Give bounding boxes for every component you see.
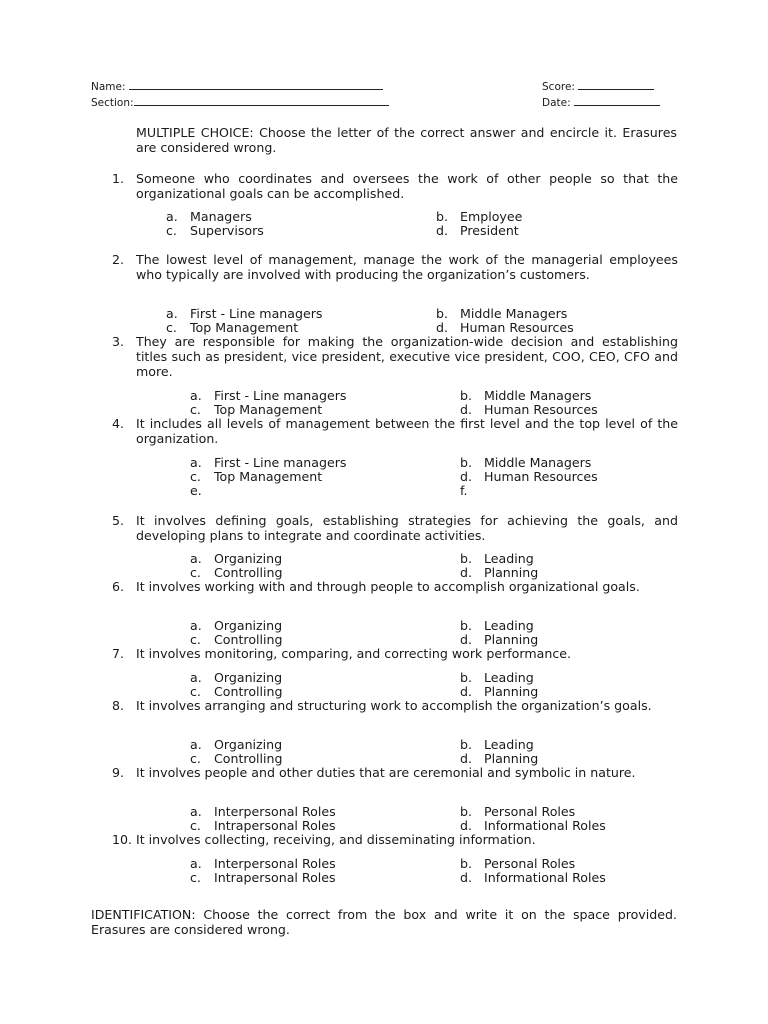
question-7 xyxy=(112,646,678,661)
question-number: 7. xyxy=(112,646,125,661)
option-d[interactable]: d. Informational Roles xyxy=(460,870,606,885)
option-c[interactable]: c. Controlling xyxy=(190,684,283,699)
question-text: It involves collecting, receiving, and disseminating information. xyxy=(136,832,536,847)
date-label: Date: xyxy=(542,97,571,109)
option-b[interactable]: b. Middle Managers xyxy=(460,455,592,470)
option-d[interactable]: d. Informational Roles xyxy=(460,818,606,833)
question-text: It involves people and other duties that are ceremonial and symbolic in nature. xyxy=(136,765,636,780)
question-text: It involves defining goals, establishing strategies for achieving the goals, and developing plans to integrate and coordinate activities. xyxy=(136,513,678,543)
option-d[interactable]: d. Planning xyxy=(460,751,539,766)
section-field[interactable] xyxy=(91,95,389,110)
option-c[interactable]: c. Supervisors xyxy=(166,223,264,238)
option-b[interactable]: b. Leading xyxy=(460,670,534,685)
option-d[interactable]: d. Human Resources xyxy=(436,320,574,335)
question-text: They are responsible for making the organization-wide decision and establishing titles such as president, vice president, executive vice president, COO, CEO, CFO and more. xyxy=(136,334,678,379)
multiple-choice-instructions: MULTIPLE CHOICE: Choose the letter of the correct answer and encircle it. Erasures are considered wrong. xyxy=(136,125,677,155)
option-d[interactable]: d. Human Resources xyxy=(460,469,598,484)
question-number: 3. xyxy=(112,334,125,349)
date-field[interactable] xyxy=(542,95,660,110)
question-10 xyxy=(112,832,678,847)
option-b[interactable]: b. Employee xyxy=(436,209,523,224)
option-c[interactable]: c. Controlling xyxy=(190,565,283,580)
option-c[interactable]: c. Intrapersonal Roles xyxy=(190,870,336,885)
section-label: Section: xyxy=(91,97,134,109)
date-blank-line[interactable] xyxy=(574,95,660,106)
option-b[interactable]: b. Leading xyxy=(460,737,534,752)
question-8 xyxy=(112,698,678,713)
option-c[interactable]: c. Top Management xyxy=(190,402,323,417)
question-number: 6. xyxy=(112,579,125,594)
option-d[interactable]: d. Human Resources xyxy=(460,402,598,417)
name-label: Name: xyxy=(91,81,126,93)
question-number: 1. xyxy=(112,171,125,186)
option-a[interactable]: a. First - Line managers xyxy=(190,455,347,470)
option-a[interactable]: a. Organizing xyxy=(190,670,283,685)
score-label: Score: xyxy=(542,81,575,93)
question-4 xyxy=(112,416,678,446)
question-3 xyxy=(112,334,678,379)
option-a[interactable]: a. Interpersonal Roles xyxy=(190,856,336,871)
option-a[interactable]: a. First - Line managers xyxy=(190,388,347,403)
option-d[interactable]: d. Planning xyxy=(460,632,539,647)
option-a[interactable]: a. Organizing xyxy=(190,551,283,566)
score-field[interactable] xyxy=(542,79,654,94)
option-c[interactable]: c. Top Management xyxy=(190,469,323,484)
question-number: 2. xyxy=(112,252,125,267)
option-b[interactable]: b. Middle Managers xyxy=(436,306,568,321)
question-5 xyxy=(112,513,678,543)
option-c[interactable]: c. Top Management xyxy=(166,320,299,335)
question-2 xyxy=(112,252,678,282)
option-d[interactable]: d. President xyxy=(436,223,519,238)
option-d[interactable]: d. Planning xyxy=(460,684,539,699)
name-field[interactable] xyxy=(91,79,383,94)
option-c[interactable]: c. Intrapersonal Roles xyxy=(190,818,336,833)
option-a[interactable]: a. First - Line managers xyxy=(166,306,323,321)
question-text: It involves monitoring, comparing, and correcting work performance. xyxy=(136,646,571,661)
question-6 xyxy=(112,579,678,594)
option-d[interactable]: d. Planning xyxy=(460,565,539,580)
option-c[interactable]: c. Controlling xyxy=(190,751,283,766)
option-f[interactable]: f. xyxy=(460,483,468,498)
option-b[interactable]: b. Leading xyxy=(460,551,534,566)
question-text: The lowest level of management, manage the work of the managerial employees who typically are involved with producing the organization’s customers. xyxy=(136,252,678,282)
question-9 xyxy=(112,765,678,780)
identification-instructions: IDENTIFICATION: Choose the correct from the box and write it on the space provided. Erasures are considered wrong. xyxy=(91,907,677,937)
question-text: It includes all levels of management between the first level and the top level of the organization. xyxy=(136,416,678,446)
option-b[interactable]: b. Middle Managers xyxy=(460,388,592,403)
option-a[interactable]: a. Organizing xyxy=(190,618,283,633)
option-a[interactable]: a. Interpersonal Roles xyxy=(190,804,336,819)
question-1 xyxy=(112,171,678,201)
option-a[interactable]: a. Managers xyxy=(166,209,252,224)
question-number: 8. xyxy=(112,698,125,713)
question-number: 5. xyxy=(112,513,125,528)
question-text: It involves working with and through people to accomplish organizational goals. xyxy=(136,579,640,594)
option-b[interactable]: b. Personal Roles xyxy=(460,804,576,819)
section-blank-line[interactable] xyxy=(134,95,389,106)
question-number: 4. xyxy=(112,416,125,431)
name-blank-line[interactable] xyxy=(129,79,383,90)
option-b[interactable]: b. Personal Roles xyxy=(460,856,576,871)
score-blank-line[interactable] xyxy=(578,79,654,90)
question-text: Someone who coordinates and oversees the work of other people so that the organizational goals can be accomplished. xyxy=(136,171,678,201)
option-e[interactable]: e. xyxy=(190,483,202,498)
question-number: 10. xyxy=(112,832,133,847)
option-b[interactable]: b. Leading xyxy=(460,618,534,633)
option-c[interactable]: c. Controlling xyxy=(190,632,283,647)
question-text: It involves arranging and structuring work to accomplish the organization’s goals. xyxy=(136,698,652,713)
question-number: 9. xyxy=(112,765,125,780)
option-a[interactable]: a. Organizing xyxy=(190,737,283,752)
